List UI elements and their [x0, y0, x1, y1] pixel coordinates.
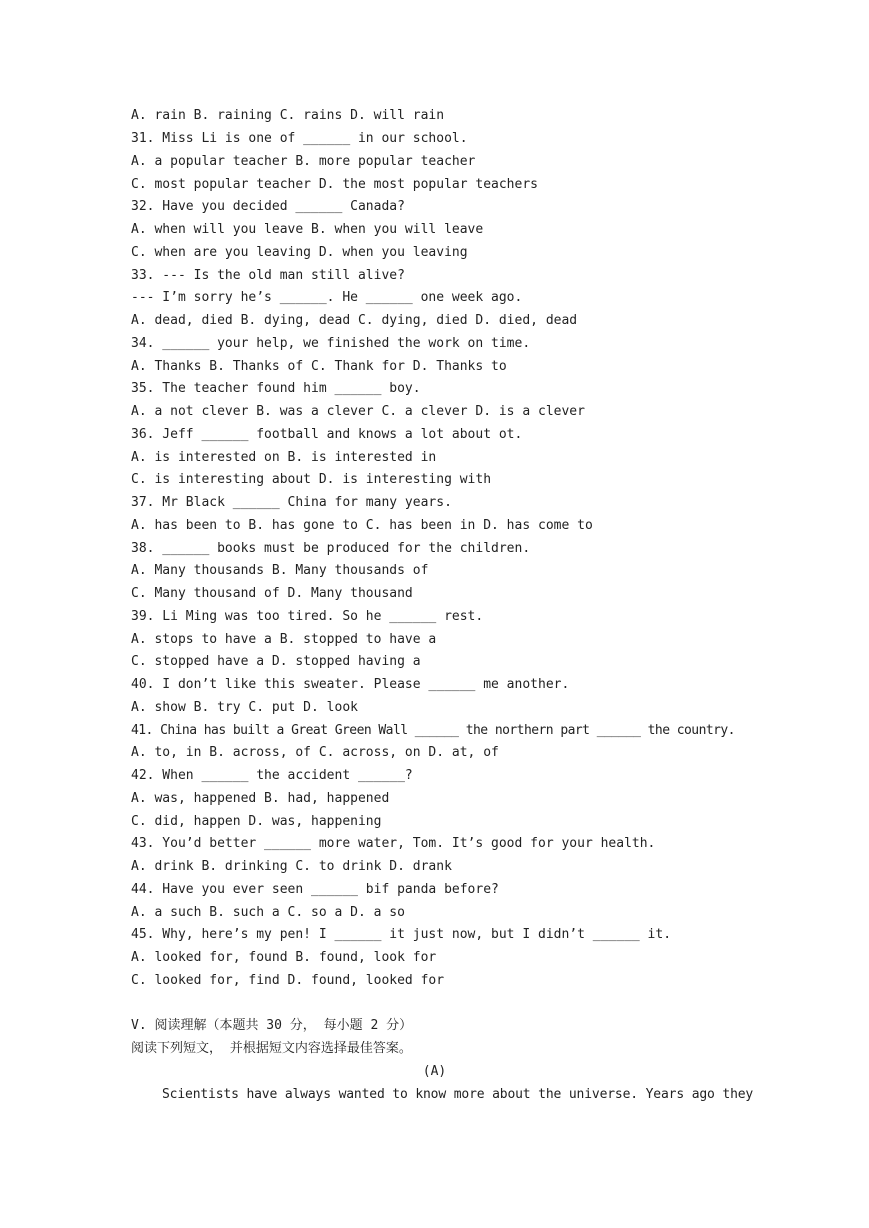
options-q37: A. has been to B. has gone to C. has been in D. has come to [131, 518, 593, 533]
question-33: 33. --- Is the old man still alive? [131, 268, 405, 283]
question-38: 38. ______ books must be produced for the children. [131, 541, 531, 556]
answer-options-q30: A. rain B. raining C. rains D. will rain [131, 108, 445, 123]
options-q39-ab: A. stops to have a B. stopped to have a [131, 632, 437, 647]
question-42: 42. When ______ the accident ______? [131, 768, 413, 783]
options-q40: A. show B. try C. put D. look [131, 700, 358, 715]
passage-label: (A) [422, 1064, 447, 1079]
question-41: 41. China has built a Great Green Wall ______ the northern part ______ the country. [131, 723, 735, 738]
options-q42-ab: A. was, happened B. had, happened [131, 791, 390, 806]
options-q36-ab: A. is interested on B. is interested in [131, 450, 437, 465]
options-q32-ab: A. when will you leave B. when you will leave [131, 222, 484, 237]
options-q43: A. drink B. drinking C. to drink D. drank [131, 859, 452, 874]
options-q44: A. a such B. such a C. so a D. a so [131, 905, 405, 920]
options-q33: A. dead, died B. dying, dead C. dying, died D. died, dead [131, 313, 578, 328]
question-43: 43. You’d better ______ more water, Tom. It’s good for your health. [131, 836, 656, 851]
question-37: 37. Mr Black ______ China for many years. [131, 495, 452, 510]
question-39: 39. Li Ming was too tired. So he ______ rest. [131, 609, 484, 624]
options-q31-cd: C. most popular teacher D. the most popular teachers [131, 177, 538, 192]
options-q45-cd: C. looked for, find D. found, looked for [131, 973, 445, 988]
options-q42-cd: C. did, happen D. was, happening [131, 814, 382, 829]
question-33-reply: --- I’m sorry he’s ______. He ______ one week ago. [131, 290, 523, 305]
options-q41: A. to, in B. across, of C. across, on D. at, of [131, 745, 499, 760]
options-q34: A. Thanks B. Thanks of C. Thank for D. Thanks to [131, 359, 507, 374]
options-q45-ab: A. looked for, found B. found, look for [131, 950, 437, 965]
question-44: 44. Have you ever seen ______ bif panda before? [131, 882, 499, 897]
section-instruction: 阅读下列短文， 并根据短文内容选择最佳答案。 [131, 1041, 412, 1056]
question-36: 36. Jeff ______ football and knows a lot about ot. [131, 427, 523, 442]
section-heading: V. 阅读理解（本题共 30 分， 每小题 2 分） [131, 1018, 413, 1033]
options-q39-cd: C. stopped have a D. stopped having a [131, 654, 421, 669]
passage-first-line: Scientists have always wanted to know more about the universe. Years ago they [162, 1087, 754, 1102]
question-40: 40. I don’t like this sweater. Please ______ me another. [131, 677, 570, 692]
options-q31-ab: A. a popular teacher B. more popular teacher [131, 154, 476, 169]
options-q35: A. a not clever B. was a clever C. a clever D. is a clever [131, 404, 585, 419]
options-q36-cd: C. is interesting about D. is interesting with [131, 472, 492, 487]
options-q38-cd: C. Many thousand of D. Many thousand [131, 586, 413, 601]
question-34: 34. ______ your help, we finished the work on time. [131, 336, 531, 351]
options-q32-cd: C. when are you leaving D. when you leaving [131, 245, 468, 260]
question-45: 45. Why, here’s my pen! I ______ it just now, but I didn’t ______ it. [131, 927, 672, 942]
question-31: 31. Miss Li is one of ______ in our school. [131, 131, 468, 146]
question-32: 32. Have you decided ______ Canada? [131, 199, 405, 214]
options-q38-ab: A. Many thousands B. Many thousands of [131, 563, 429, 578]
question-35: 35. The teacher found him ______ boy. [131, 381, 421, 396]
